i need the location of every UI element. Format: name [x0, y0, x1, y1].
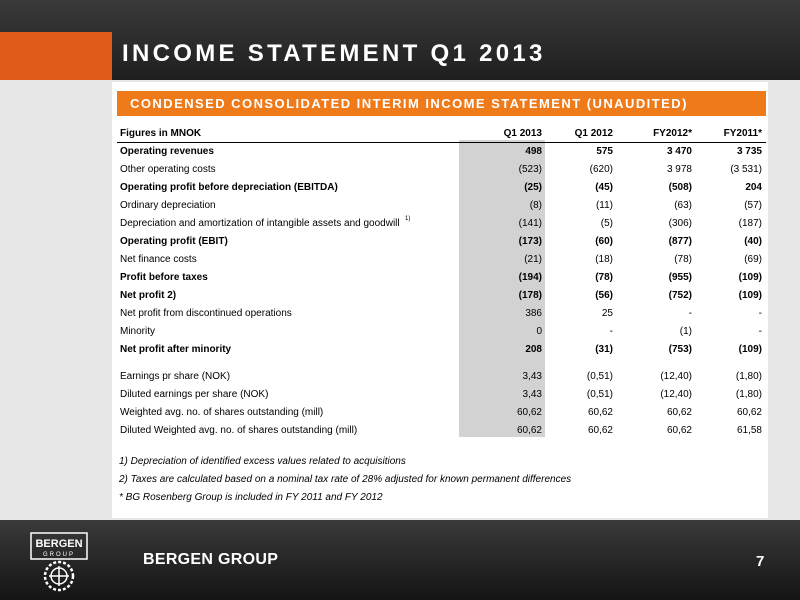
row-value: (109)	[738, 344, 762, 355]
table-subtitle: CONDENSED CONSOLIDATED INTERIM INCOME STATEMENT (UNAUDITED)	[130, 96, 688, 111]
row-value: 60,62	[516, 407, 542, 418]
header-fy2012: FY2012*	[653, 128, 692, 139]
table-row	[0, 404, 800, 422]
row-label: Earnings pr share (NOK)	[120, 371, 231, 382]
footer-brand: BERGEN GROUP	[143, 551, 279, 568]
table-row	[0, 215, 800, 233]
table-row	[0, 323, 800, 341]
row-value: (40)	[744, 236, 762, 247]
row-value: 25	[601, 308, 613, 319]
footnote-3: * BG Rosenberg Group is included in FY 2011 and FY 2012	[119, 492, 383, 503]
row-value: 3,43	[522, 389, 542, 400]
table-row	[0, 197, 800, 215]
row-value: (1,80)	[735, 371, 762, 382]
row-label: Net profit 2)	[120, 290, 177, 301]
header-figures: Figures in MNOK	[120, 128, 202, 139]
row-value: 60,62	[587, 425, 613, 436]
row-value: (25)	[524, 182, 542, 193]
row-value: (18)	[595, 254, 613, 265]
svg-text:BERGEN: BERGEN	[35, 538, 83, 550]
row-value: (57)	[744, 200, 762, 211]
row-value: 0	[536, 326, 542, 337]
row-value: (109)	[738, 290, 762, 301]
row-value: 61,58	[736, 425, 762, 436]
row-label: Net profit from discontinued operations	[120, 308, 292, 319]
table-row	[0, 368, 800, 386]
row-value: (1,80)	[735, 389, 762, 400]
row-value: (178)	[518, 290, 542, 301]
table-row	[0, 287, 800, 305]
row-value: (306)	[668, 218, 692, 229]
row-value: (3 531)	[730, 164, 762, 175]
table-row	[0, 251, 800, 269]
row-value: (31)	[595, 344, 613, 355]
row-value: -	[609, 326, 613, 337]
table-row	[0, 143, 800, 161]
row-label: Other operating costs	[120, 164, 216, 175]
table-row	[0, 305, 800, 323]
row-value: (1)	[679, 326, 692, 337]
row-label: Net finance costs	[120, 254, 197, 265]
table-row	[0, 386, 800, 404]
row-value: (141)	[518, 218, 542, 229]
row-value: 204	[745, 182, 762, 193]
row-value: 208	[525, 344, 542, 355]
row-value: (0,51)	[586, 371, 613, 382]
bergen-group-logo	[25, 530, 93, 594]
row-value: (8)	[529, 200, 542, 211]
row-value: (12,40)	[660, 371, 692, 382]
table-row	[0, 341, 800, 359]
table-row	[0, 269, 800, 287]
page-number: 7	[756, 553, 765, 570]
row-label: Minority	[120, 326, 156, 337]
row-value: (0,51)	[586, 389, 613, 400]
row-value: (12,40)	[660, 389, 692, 400]
header-q1-2012: Q1 2012	[574, 128, 613, 139]
row-value: (45)	[595, 182, 613, 193]
header-q1-2013: Q1 2013	[503, 128, 542, 139]
footnote-2: 2) Taxes are calculated based on a nominal tax rate of 28% adjusted for known permanent differences	[119, 474, 572, 485]
row-value: (69)	[744, 254, 762, 265]
row-value: (523)	[518, 164, 542, 175]
row-value: (955)	[668, 272, 692, 283]
row-value: (63)	[674, 200, 692, 211]
row-value: 3 470	[666, 146, 692, 157]
row-value: (508)	[668, 182, 692, 193]
row-value: (620)	[589, 164, 613, 175]
row-value: (21)	[524, 254, 542, 265]
row-value: 60,62	[587, 407, 613, 418]
row-label: Ordinary depreciation	[120, 200, 216, 211]
row-value: 3 978	[666, 164, 692, 175]
row-value: (877)	[668, 236, 692, 247]
row-value: 575	[596, 146, 613, 157]
slide-title: INCOME STATEMENT Q1 2013	[122, 40, 546, 67]
header-fy2011: FY2011*	[723, 128, 762, 139]
row-value: 60,62	[516, 425, 542, 436]
table-row	[0, 161, 800, 179]
row-value: (5)	[600, 218, 613, 229]
row-value: (78)	[595, 272, 613, 283]
row-value: (78)	[674, 254, 692, 265]
table-header-row	[0, 125, 800, 143]
row-value: -	[758, 308, 762, 319]
row-value: 60,62	[736, 407, 762, 418]
row-value: 498	[525, 146, 542, 157]
row-label: Weighted avg. no. of shares outstanding (mill)	[120, 407, 324, 418]
row-value: (194)	[518, 272, 542, 283]
row-value: (11)	[595, 200, 613, 211]
row-value: (173)	[518, 236, 542, 247]
footnote-1: 1) Depreciation of identified excess values related to acquisitions	[119, 456, 406, 467]
row-label: Net profit after minority	[120, 344, 232, 355]
row-value: (60)	[595, 236, 613, 247]
row-label: Diluted Weighted avg. no. of shares outstanding (mill)	[120, 425, 358, 436]
row-label: Operating profit before depreciation (EBITDA)	[120, 182, 338, 193]
footer-bar	[0, 520, 800, 600]
svg-text:GROUP: GROUP	[42, 552, 76, 558]
row-value: 60,62	[666, 425, 692, 436]
row-label: Diluted earnings per share (NOK)	[120, 389, 269, 400]
row-value: 3 735	[736, 146, 762, 157]
row-value: -	[758, 326, 762, 337]
row-label: Depreciation and amortization of intangible assets and goodwill	[120, 218, 400, 229]
row-value: 3,43	[522, 371, 542, 382]
table-row	[0, 179, 800, 197]
row-value: -	[688, 308, 692, 319]
row-value: (187)	[738, 218, 762, 229]
row-label: Profit before taxes	[120, 272, 208, 283]
row-label: Operating revenues	[120, 146, 214, 157]
row-value: (752)	[668, 290, 692, 301]
row-value: (753)	[668, 344, 692, 355]
table-row	[0, 422, 800, 440]
row-label: Operating profit (EBIT)	[120, 236, 228, 247]
row-value: 386	[525, 308, 542, 319]
row-footnote-marker: 1)	[405, 216, 411, 222]
row-value: (109)	[738, 272, 762, 283]
row-value: 60,62	[666, 407, 692, 418]
row-value: (56)	[595, 290, 613, 301]
table-row	[0, 233, 800, 251]
title-accent-block	[0, 32, 112, 80]
